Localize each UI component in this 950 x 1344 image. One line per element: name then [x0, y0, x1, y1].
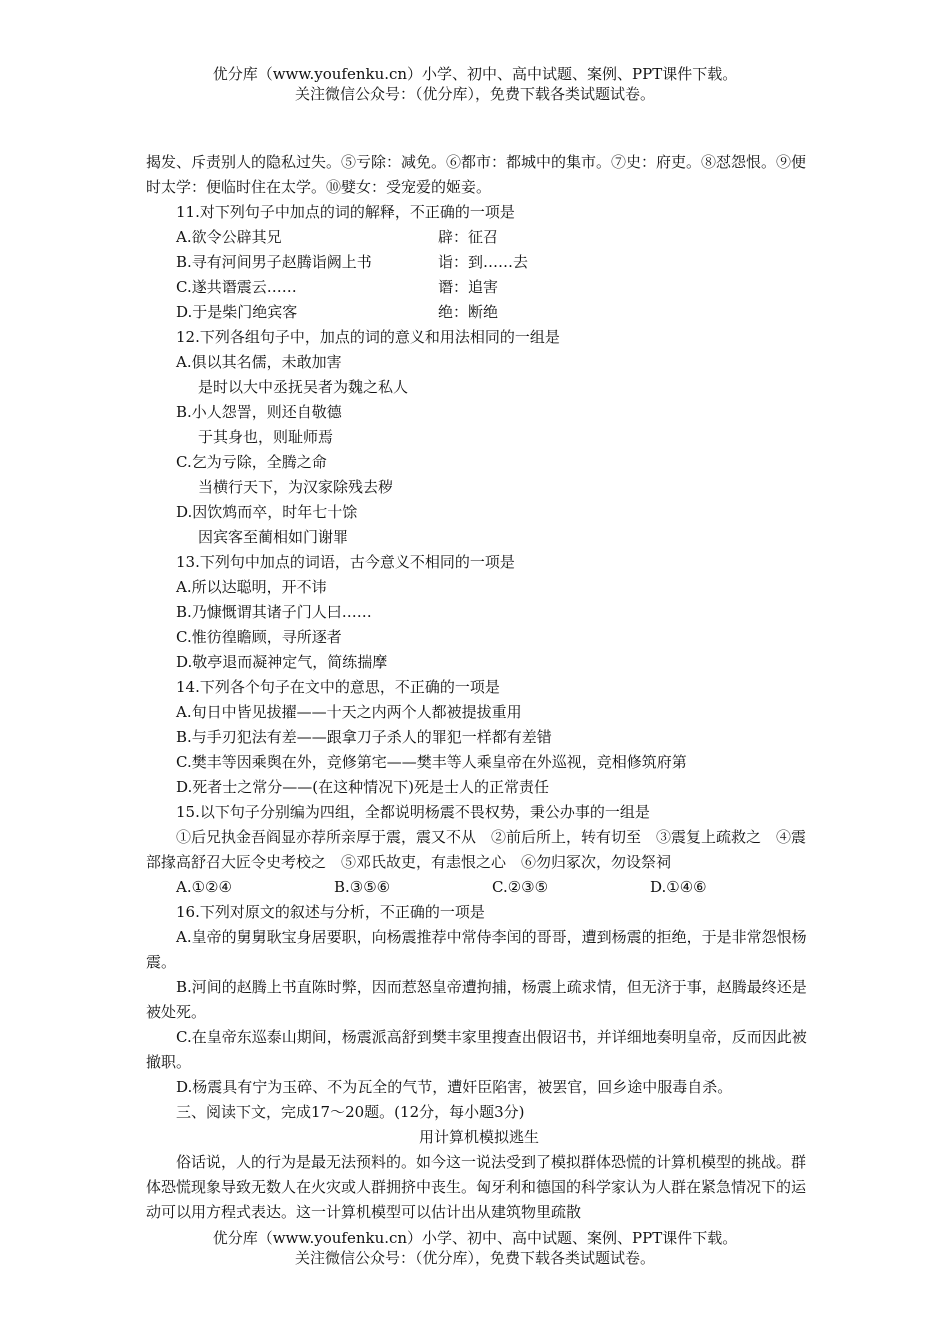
page-header	[0, 64, 950, 104]
q12-stem: 12.下列各组句子中，加点的词的意义和用法相同的一组是	[176, 328, 560, 346]
q15-body: ①后兄执金吾阎显亦荐所亲厚于震，震又不从 ②前后所上，转有切至 ③震复上疏救之 ④震部掾高舒召大匠令史考校之 ⑤邓氏故吏，有恚恨之心 ⑥勿归冢次，勿设祭祠	[146, 828, 807, 871]
q11-option: B.寻有河间男子赵腾诣阙上书 诣：到……去	[176, 253, 529, 271]
q14-option: A.旬日中皆见拔擢——十天之内两个人都被提拔重用	[176, 703, 522, 721]
q13-option: C.惟彷徨瞻顾，寻所逐者	[176, 628, 342, 646]
q15-option: C.②③⑤	[492, 878, 549, 896]
q11-option: C.遂共谮震云…… 谮：追害	[176, 278, 499, 296]
q14-option: D.死者士之常分——(在这种情况下)死是士人的正常责任	[176, 778, 549, 796]
article-title: 用计算机模拟逃生	[418, 1128, 539, 1146]
footer-line-1: 优分库（www.youfenku.cn）小学、初中、高中试题、案例、PPT课件下载。	[212, 1229, 738, 1247]
q12-option-a: A.俱以其名儒，未敢加害	[176, 353, 342, 371]
q16-option: B.河间的赵腾上书直陈时弊，因而惹怒皇帝遭拘捕，杨震上疏求情，但无济于事，赵腾最终还是被处死。	[146, 978, 807, 1021]
q15-option: B.③⑤⑥	[334, 878, 391, 896]
q16-stem: 16.下列对原文的叙述与分析，不正确的一项是	[176, 903, 485, 921]
q13-option: A.所以达聪明，开不讳	[176, 578, 327, 596]
header-line-2: 关注微信公众号：（优分库），免费下载各类试题试卷。	[294, 85, 655, 103]
q14-option: C.樊丰等因乘舆在外，竞修第宅——樊丰等人乘皇帝在外巡视，竞相修筑府第	[176, 753, 687, 771]
article-paragraph: 俗话说，人的行为是最无法预料的。如今这一说法受到了模拟群体恐慌的计算机模型的挑战。群体恐慌现象导致无数人在火灾或人群拥挤中丧生。匈牙利和德国的科学家认为人群在紧急情况下的运动可以用方程式表达。这一计算机模型可以估计出从建筑物里疏散	[146, 1153, 807, 1221]
q15-option: A.①②④	[176, 878, 232, 896]
q13-option: D.敬亭退而凝神定气，简练揣摩	[176, 653, 388, 671]
q15-stem: 15.以下句子分别编为四组，全都说明杨震不畏权势，秉公办事的一组是	[176, 803, 650, 821]
page-footer	[0, 1228, 950, 1268]
annotation-paragraph: 揭发、斥责别人的隐私过失。⑤亏除：减免。⑥都市：都城中的集市。⑦史：府吏。⑧怼怨恨。⑨便时太学：便临时住在太学。⑩嬖女：受宠爱的姬妾。	[146, 153, 807, 196]
q11-option: A.欲令公辟其兄 辟：征召	[176, 228, 499, 246]
q16-option: D.杨震具有宁为玉碎、不为瓦全的气节，遭奸臣陷害，被罢官，回乡途中服毒自杀。	[176, 1078, 733, 1096]
document-body	[146, 150, 812, 1225]
q15-option: D.①④⑥	[650, 878, 707, 896]
q16-option: C.在皇帝东巡泰山期间，杨震派高舒到樊丰家里搜查出假诏书，并详细地奏明皇帝，反而因此被撤职。	[146, 1028, 807, 1071]
q16-option: A.皇帝的舅舅耿宝身居要职，向杨震推荐中常侍李闰的哥哥，遭到杨震的拒绝，于是非常怨恨杨震。	[146, 928, 807, 971]
footer-line-2: 关注微信公众号：（优分库），免费下载各类试题试卷。	[294, 1249, 655, 1267]
q14-option: B.与手刃犯法有差——跟拿刀子杀人的罪犯一样都有差错	[176, 728, 552, 746]
q12-option-a: D.因饮鸩而卒，时年七十馀	[176, 503, 358, 521]
q12-option-b: 因宾客至蔺相如门谢罪	[198, 528, 349, 546]
q12-option-b: 于其身也，则耻师焉	[198, 428, 334, 446]
header-line-1: 优分库（www.youfenku.cn）小学、初中、高中试题、案例、PPT课件下载。	[212, 65, 738, 83]
q12-option-a: B.小人怨詈，则还自敬德	[176, 403, 342, 421]
section-3-heading: 三、阅读下文，完成17～20题。(12分，每小题3分)	[176, 1103, 525, 1121]
q13-option: B.乃慷慨谓其诸子门人曰……	[176, 603, 372, 621]
q11-option: D.于是柴门绝宾客 绝：断绝	[176, 303, 499, 321]
q14-stem: 14.下列各个句子在文中的意思，不正确的一项是	[176, 678, 500, 696]
q12-option-b: 当横行天下，为汉家除残去秽	[198, 478, 394, 496]
q13-stem: 13.下列句中加点的词语，古今意义不相同的一项是	[176, 553, 515, 571]
q15-options	[146, 875, 812, 900]
q11-stem: 11.对下列句子中加点的词的解释，不正确的一项是	[176, 203, 515, 221]
q12-option-a: C.乞为亏除，全腾之命	[176, 453, 327, 471]
q12-option-b: 是时以大中丞抚吴者为魏之私人	[198, 378, 409, 396]
